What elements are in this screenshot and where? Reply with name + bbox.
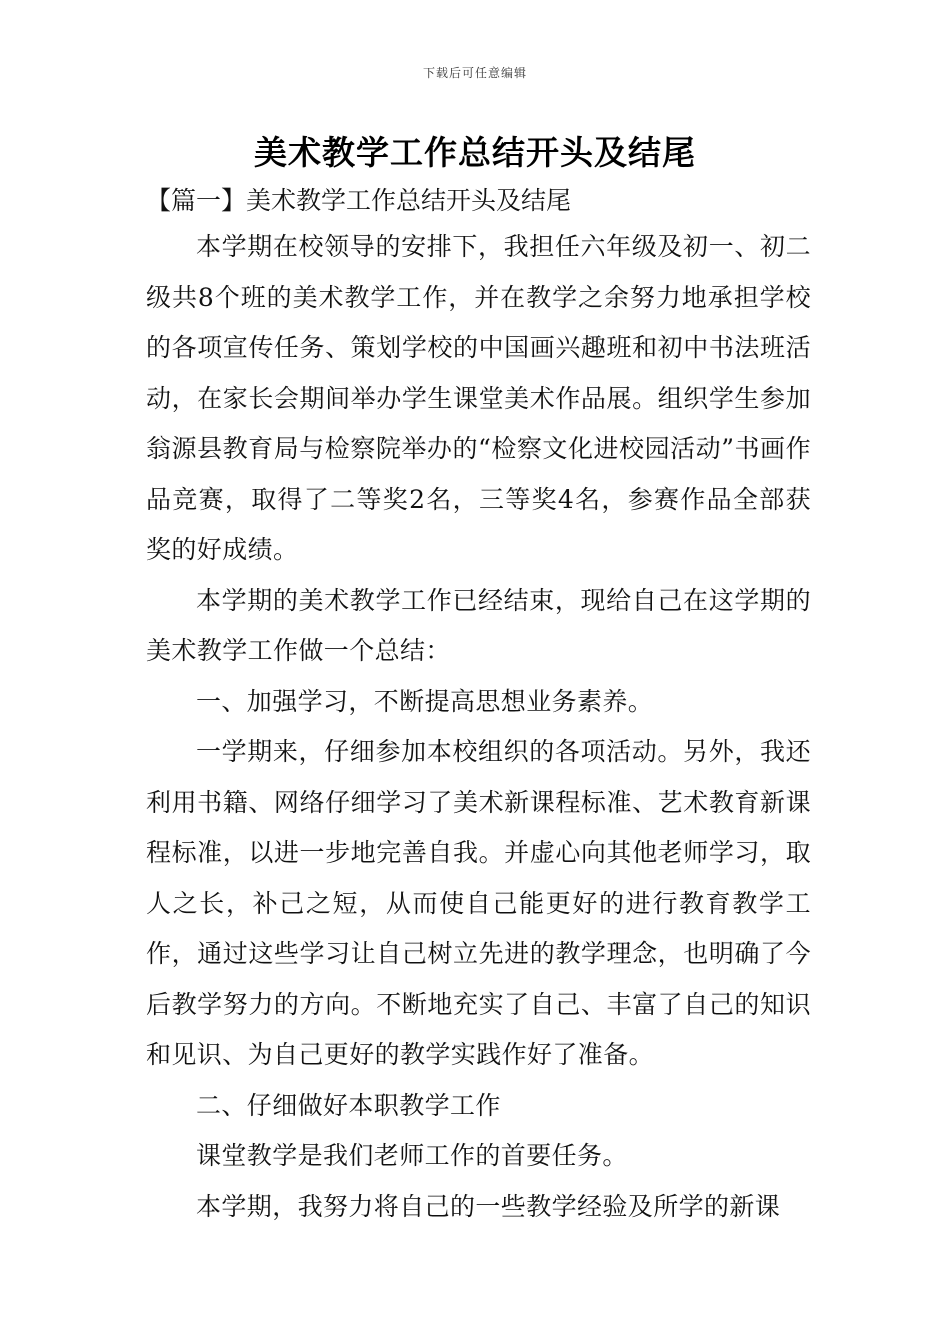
subheading-teaching: 二、仔细做好本职教学工作 — [196, 1090, 501, 1120]
section-heading: 【篇一】美术教学工作总结开头及结尾 — [146, 186, 572, 215]
paragraph-classroom: 课堂教学是我们老师工作的首要任务。 — [196, 1141, 628, 1170]
document-body — [146, 222, 811, 1232]
document-title: 美术教学工作总结开头及结尾 — [254, 133, 696, 172]
paragraph-study: 一学期来，仔细参加本校组织的各项活动。另外，我还利用书籍、网络仔细学习了美术新课程标准、艺术教育新课程标准，以进一步地完善自我。并虚心向其他老师学习，取人之长，补己之短，从而使自己能更好的进行教育教学工作，通过这些学习让自己树立先进的教学理念，也明确了今后教学努力的方向。不断地充实了自己、丰富了自己的知识和见识、为自己更好的教学实践作好了准备。 — [146, 737, 811, 1069]
paragraph-summary-lead: 本学期的美术教学工作已经结束，现给自己在这学期的美术教学工作做一个总结： — [146, 585, 811, 665]
paragraph-intro: 本学期在校领导的安排下，我担任六年级及初一、初二级共8个班的美术教学工作，并在教学之余努力地承担学校的各项宣传任务、策划学校的中国画兴趣班和初中书法班活动，在家长会期间举办学生课堂美术作品展。组织学生参加翁源县教育局与检察院举办的“检察文化进校园活动”书画作品竞赛，取得了二等奖2名，三等奖4名，参赛作品全部获奖的好成绩。 — [146, 232, 811, 564]
page-header-note: 下载后可任意编辑 — [422, 66, 527, 80]
paragraph-semester: 本学期，我努力将自己的一些教学经验及所学的新课 — [196, 1191, 781, 1221]
subheading-study: 一、加强学习，不断提高思想业务素养。 — [196, 686, 654, 716]
